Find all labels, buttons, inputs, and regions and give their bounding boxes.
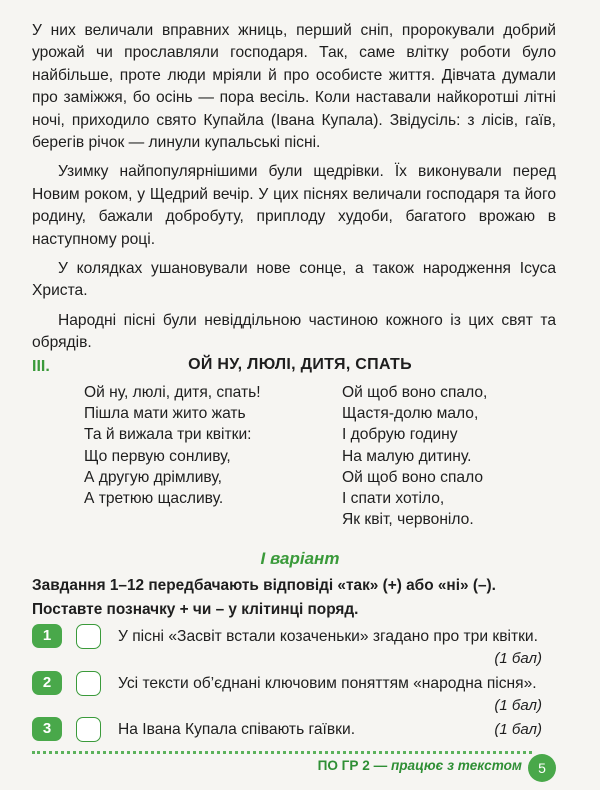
paragraph: Народні пісні були невіддільною частиною кожного із цих свят та обрядів. bbox=[32, 311, 556, 352]
answer-checkbox[interactable] bbox=[76, 624, 101, 649]
poem-line: І добрую годину bbox=[342, 426, 458, 444]
poem-line: Що первую сонливу, bbox=[84, 447, 231, 465]
poem-line: А другую дрімливу, bbox=[84, 468, 222, 486]
page-number: 5 bbox=[528, 754, 556, 782]
prose-section bbox=[32, 20, 556, 362]
question-3 bbox=[32, 717, 562, 743]
poem-line: Та й вижала три квітки: bbox=[84, 426, 252, 444]
question-1 bbox=[32, 624, 562, 670]
variant-title: І варіант bbox=[260, 549, 340, 568]
question-statement: У пісні «Засвіт встали козаченьки» згадано про три квітки. bbox=[118, 628, 538, 645]
paragraph: Узимку найпопулярнішими були щедрівки. Їх виконували перед Новим роком, у Щедрий вечір. У цих піснях величали господаря та його родину, бажали добробуту, приплоду худоби, багатого врожаю в наступному році. bbox=[32, 163, 556, 248]
footer-divider bbox=[32, 751, 532, 754]
poem-line: Як квіт, червоніло. bbox=[342, 511, 474, 529]
paragraph: У них величали вправних жниць, перший сніп, пророкували добрий урожай чи прославляли господаря. Так, саме влітку роботи було найбільше, проте люди мріяли й про особисте життя. Дівчата думали про заміжжя, бо осінь — пора весіль. Коли наставали найкоротші літні ночі, приходило свято Купайла (Івана Купала). Звідусіль: з лісів, гаїв, берегів річок — линули купальські пісні. bbox=[32, 22, 556, 152]
instruction-line: Поставте позначку + чи – у клітинці поряд. bbox=[32, 601, 359, 618]
poem-line: Ой ну, люлі, дитя, спать! bbox=[84, 384, 261, 401]
poem-line: А третюю щасливу. bbox=[84, 490, 224, 508]
poem-line: Ой щоб воно спало bbox=[342, 468, 484, 486]
footer-subtitle: працює з текстом bbox=[390, 758, 522, 773]
answer-checkbox[interactable] bbox=[76, 717, 101, 742]
question-points: (1 бал) bbox=[494, 697, 542, 714]
question-text bbox=[118, 719, 542, 741]
question-number-badge: 2 bbox=[32, 671, 62, 695]
task-instructions bbox=[32, 574, 562, 622]
question-points: (1 бал) bbox=[494, 721, 542, 738]
poem-line: Ой щоб воно спало, bbox=[342, 384, 488, 401]
question-number-badge: 1 bbox=[32, 624, 62, 648]
poem-column-left bbox=[84, 382, 261, 509]
question-text bbox=[118, 673, 542, 717]
instruction-line: Завдання 1–12 передбачають відповіді «так» (+) або «ні» (–). bbox=[32, 577, 496, 594]
poem-line: Пішла мати жито жать bbox=[84, 405, 246, 423]
poem-line: І спати хотіло, bbox=[342, 490, 445, 508]
question-number-badge: 3 bbox=[32, 717, 62, 741]
footer-series: ПО ГР 2 — bbox=[317, 758, 388, 773]
answer-checkbox[interactable] bbox=[76, 671, 101, 696]
poem-title: ОЙ НУ, ЛЮЛІ, ДИТЯ, СПАТЬ bbox=[188, 356, 412, 373]
poem-line: Щастя-долю мало, bbox=[342, 405, 479, 423]
question-2 bbox=[32, 671, 562, 717]
poem-column-right bbox=[342, 382, 487, 530]
section-number: III. bbox=[32, 358, 50, 375]
question-points: (1 бал) bbox=[494, 650, 542, 667]
question-text bbox=[118, 626, 542, 670]
paragraph: У колядках ушановували нове сонце, а також народження Ісуса Христа. bbox=[32, 260, 556, 300]
footer-title bbox=[318, 758, 522, 773]
question-statement: Усі тексти об’єднані ключовим поняттям «народна пісня». bbox=[118, 675, 537, 692]
question-statement: На Івана Купала співають гаївки. bbox=[118, 721, 356, 738]
poem-line: На малую дитину. bbox=[342, 447, 472, 465]
